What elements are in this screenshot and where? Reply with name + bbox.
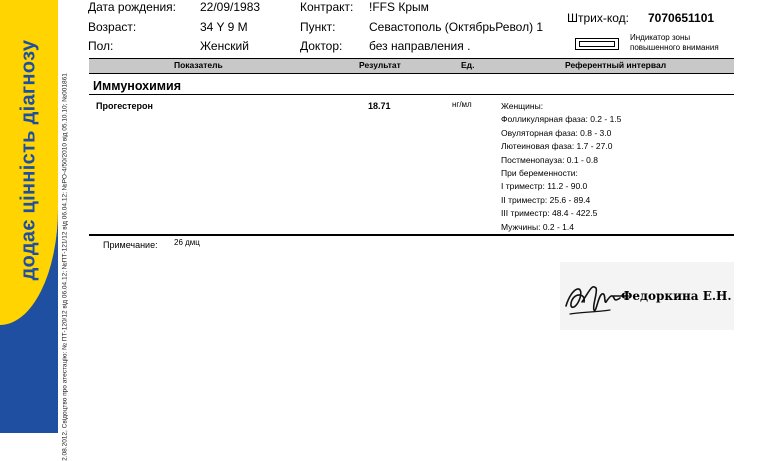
contract-label: Контракт: — [300, 0, 354, 14]
barcode-label: Штрих-код: — [567, 11, 629, 25]
barcode-value: 7070651101 — [648, 11, 715, 25]
reference-line: Овуляторная фаза: 0.8 - 3.0 — [501, 127, 612, 138]
point-label: Пункт: — [300, 20, 336, 34]
reference-line: Мужчины: 0.2 - 1.4 — [501, 221, 575, 232]
contract-value: !FFS Крым — [369, 0, 429, 14]
point-value: Севастополь (ОктябрьРевол) 1 — [369, 20, 544, 34]
column-header-result: Результат — [359, 60, 401, 70]
reference-line: Женщины: — [501, 101, 544, 111]
reference-line: Постменопауза: 0.1 - 0.8 — [501, 154, 598, 165]
analyte-result: 18.71 — [368, 101, 391, 111]
banner-slogan: додає цінність діагнозу — [17, 39, 40, 281]
age-value: 34 Y 9 M — [200, 20, 248, 34]
dob-label: Дата рождения: — [88, 0, 176, 14]
reference-line: Фолликулярная фаза: 0.2 - 1.5 — [501, 114, 622, 125]
table-bottom-divider — [89, 234, 734, 236]
sex-label: Пол: — [88, 39, 114, 53]
reference-line: При беременности: — [501, 168, 578, 179]
note-value: 26 дмц — [174, 238, 200, 247]
attention-indicator-box — [575, 38, 619, 50]
column-header-analyte: Показатель — [174, 60, 223, 70]
doctor-label: Доктор: — [300, 39, 343, 53]
dob-value: 22/09/1983 — [200, 0, 261, 14]
sex-value: Женский — [200, 39, 249, 53]
column-header-unit: Ед. — [461, 60, 475, 70]
signer-name: Федоркина Е.Н. — [621, 289, 732, 303]
table-header — [89, 58, 734, 74]
section-title: Иммунохимия — [93, 79, 182, 93]
reference-line: I триместр: 11.2 - 90.0 — [501, 181, 588, 192]
signature-block — [560, 262, 734, 330]
section-divider — [89, 94, 734, 95]
analyte-name: Прогестерон — [96, 101, 153, 111]
age-label: Возраст: — [88, 20, 137, 34]
reference-line: Лютеиновая фаза: 1.7 - 27.0 — [501, 141, 613, 152]
reference-line: II триместр: 25.6 - 89.4 — [501, 194, 591, 205]
column-header-reference: Референтный интервал — [565, 60, 667, 70]
doctor-value: без направления . — [369, 39, 471, 53]
reference-line: III триместр: 48.4 - 422.5 — [501, 208, 598, 219]
side-banner — [0, 0, 58, 433]
note-label: Примечание: — [103, 240, 158, 250]
attention-indicator-label: Индикатор зоны повышенного внимания — [630, 33, 719, 52]
reference-interval — [501, 100, 621, 234]
analyte-unit: нг/мл — [452, 100, 472, 109]
legal-certificate-text: 2.08.2012, Свідоцтво про атестацію: № ПТ-120/12 від 06.04.12; №ПТ-121/12 від 06.04.12; №РО-4/50/2010 від 05.10.10; №001861 — [61, 73, 69, 461]
